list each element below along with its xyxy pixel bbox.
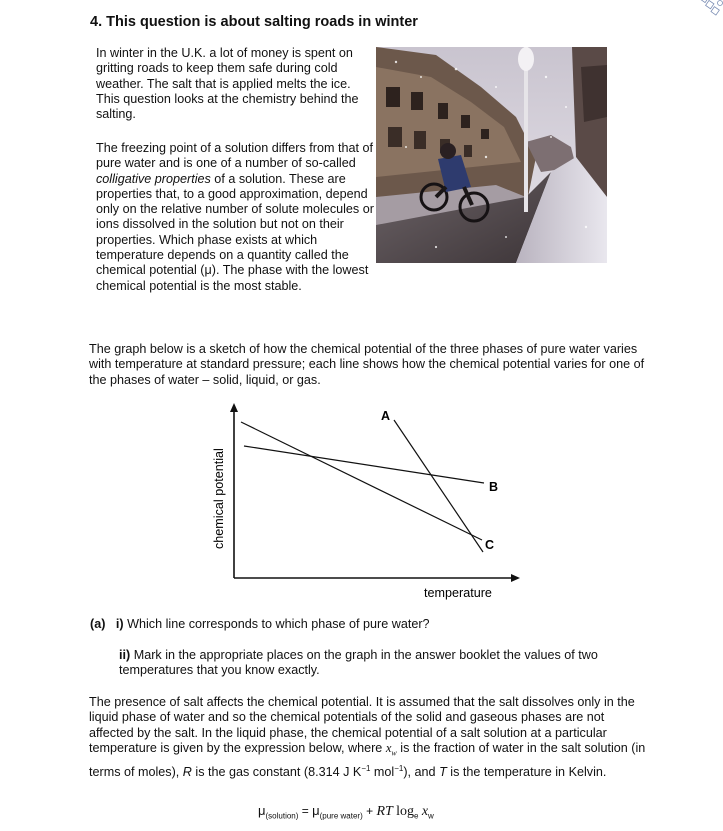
label-a: A: [381, 409, 391, 423]
intro-text-b: of a solution. These are properties that, to a good approximation, depend only on the relative number of solute molecules or ions dissolved in the solution but not on their properties. Which phase exists at which temperature depends on a quantity called the chemical potential (μ). The phase with the lowest chemical potential is the most stable.: [96, 171, 374, 293]
intro-text-a: The freezing point of a solution differs from that of pure water and is one of a number of so-called: [96, 141, 373, 171]
label-c: C: [485, 538, 495, 552]
x-axis-arrow: [511, 574, 520, 582]
intro-paragraph-2: [96, 141, 376, 294]
graph-svg: [200, 400, 540, 605]
salt-paragraph: [89, 695, 649, 780]
snowy-road-cyclist-photo: [376, 47, 607, 263]
formula-x-sub: w: [428, 811, 434, 821]
part-a-i-text: Which line corresponds to which phase of pure water?: [127, 617, 430, 631]
formula-log-sub: e: [414, 811, 419, 821]
colligative-term: colligative properties: [96, 171, 211, 186]
salt-text-e: ), and: [403, 764, 440, 779]
salt-T: T: [439, 764, 447, 779]
salt-text-f: is the temperature in Kelvin.: [446, 764, 607, 779]
salt-text-a: The presence of salt affects the chemical potential. It is assumed that the salt dissolves only in the liquid phase of water and so the chemical potentials of the solid and gaseous phases are not affected by the salt. In the liquid phase, the chemical potential of a salt solution at a particular temperature is given by the expression below, where: [89, 695, 635, 755]
part-a-ii-label: ii): [119, 648, 131, 662]
salt-sup1: −1: [361, 763, 371, 773]
formula-plus: +: [366, 804, 374, 818]
salt-xw: $x_w$: [385, 740, 397, 758]
line-a: [394, 420, 483, 552]
formula-sub1: (solution): [265, 811, 299, 821]
formula-sub2: (pure water): [319, 811, 363, 821]
formula-mu2: μ: [312, 803, 320, 818]
formula-x: x: [421, 804, 429, 819]
line-b: [244, 446, 484, 483]
chemical-potential-graph: [200, 400, 540, 605]
line-c: [241, 422, 482, 540]
y-axis-arrow: [230, 403, 238, 412]
part-a-label: (a): [90, 617, 106, 631]
salt-text-b: is the fraction of water in the salt solution (in terms of moles),: [89, 740, 646, 779]
x-axis-label: temperature: [424, 586, 492, 600]
part-a-ii: [119, 648, 639, 679]
label-b: B: [489, 480, 499, 494]
salt-text-c: is the gas constant (8.314 J K: [191, 764, 362, 779]
formula-rt: RT: [376, 804, 393, 819]
chemical-potential-formula: [258, 803, 434, 820]
salt-sup2: −1: [394, 763, 404, 773]
intro-paragraph-1: In winter in the U.K. a lot of money is spent on gritting roads to keep them safe during cold weather. The salt that is applied melts the ice. This question looks at the chemistry behind the salting.: [96, 46, 359, 122]
formula-mu1: μ: [258, 803, 266, 818]
formula-log: log: [396, 804, 415, 819]
part-a-i: [90, 617, 430, 631]
question-title: 4. This question is about salting roads in winter: [90, 14, 418, 30]
formula-eq: =: [301, 804, 309, 818]
part-a-ii-text: Mark in the appropriate places on the graph in the answer booklet the values of two temperatures that you know exactly.: [119, 648, 598, 678]
salt-R: R: [182, 764, 192, 779]
salt-text-d: mol: [370, 764, 395, 779]
part-a-i-label: i): [115, 617, 124, 631]
corner-stamp-watermark: [680, 0, 723, 20]
y-axis-label: chemical potential: [212, 448, 226, 549]
graph-intro-paragraph: The graph below is a sketch of how the chemical potential of the three phases of pure water varies with temperature at standard pressure; each line shows how the chemical potential varies for one of the phases of water – solid, liquid, or gas.: [89, 342, 645, 387]
